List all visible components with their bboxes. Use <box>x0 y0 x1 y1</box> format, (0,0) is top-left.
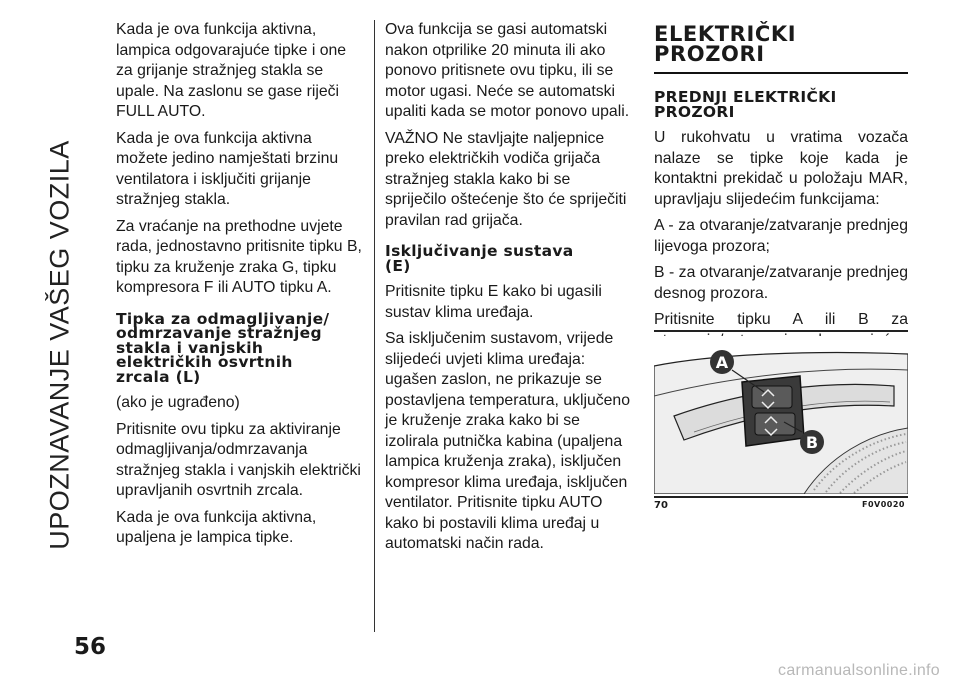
heading-line: PROZORI <box>654 42 765 66</box>
window-switch-figure <box>654 330 908 511</box>
column-divider <box>374 20 375 632</box>
system-off-heading <box>385 244 635 273</box>
heading-line: odmrzavanje stražnjeg <box>116 324 322 342</box>
figure-bottom-rule <box>654 496 908 498</box>
paragraph: Pritisnite tipku E kako bi ugasili sustav klima uređaja. <box>385 283 602 321</box>
callout-b-label: B <box>805 433 819 452</box>
paragraph: A - za otvaranje/zatvaranje prednjeg lijevoga prozora; <box>654 217 908 255</box>
front-windows-heading <box>654 90 908 119</box>
figure-code: F0V0020 <box>862 500 905 509</box>
door-panel-illustration <box>654 336 908 494</box>
window-switch-cluster <box>742 376 804 446</box>
heading-line: stakla i vanjskih <box>116 338 264 357</box>
heading-line: (E) <box>385 256 411 275</box>
text-column-2 <box>385 20 635 561</box>
figure-caption <box>654 500 908 511</box>
heading-line: električkih osvrtnih <box>116 353 293 371</box>
paragraph: Sa isključenim sustavom, vrijede slijedeći uvjeti klima uređaja: ugašen zaslon, ne prikazuje se postavljena temperatura, uključeno je kruženje zraka kako bi se izolirala putnička kabina (upaljena lampica kruženja zraka), isključen kompresor klima uređaja, isključen ventilator. Pritisnite tipku AUTO kako bi postavili klima uređaj u automatski način rada. <box>385 330 630 552</box>
paragraph: Za vraćanje na prethodne uvjete rada, jednostavno pritisnite tipku B, tipku za kruženje zraka G, tipku kompresora F ili AUTO tipku A. <box>116 217 362 296</box>
heading-line: zrcala (L) <box>116 367 201 386</box>
paragraph: Kada je ova funkcija aktivna, upaljena je lampica tipke. <box>116 508 317 546</box>
section-side-title: UPOZNAVANJE VAŠEG VOZILA <box>44 140 75 550</box>
callout-a-label: A <box>715 353 729 372</box>
paragraph: Pritisnite ovu tipku za aktiviranje odmagljivanja/odmrzavanja stražnjeg stakla i vanjskih električki upravljanih osvrtnih zrcala. <box>116 420 361 499</box>
figure-number: 70 <box>654 500 668 511</box>
heading-line: Isključivanje sustava <box>385 242 574 260</box>
section-title <box>654 24 908 64</box>
paragraph: U rukohvatu u vratima vozača nalaze se tipke koje kada je kontaktni prekidač u položaju MAR, upravljaju slijedećim funkcijama: <box>654 129 908 208</box>
heading-line: PREDNJI ELEKTRIČKI <box>654 88 837 106</box>
heading-line: ELEKTRIČKI <box>654 22 797 46</box>
paragraph: (ako je ugrađeno) <box>116 394 240 411</box>
figure-top-rule <box>654 330 908 332</box>
rear-defrost-heading <box>116 309 366 386</box>
paragraph: B - za otvaranje/zatvaranje prednjeg desnog prozora. <box>654 264 908 302</box>
paragraph: Ova funkcija se gasi automatski nakon otprilike 20 minuta ili ako ponovo pritisnete ovu tipku, ili se motor ugasi. Neće se automatski upaliti kada se motor ponovo upali. <box>385 21 630 120</box>
watermark: carmanualsonline.info <box>778 662 940 679</box>
text-column-1 <box>116 20 366 555</box>
paragraph: Kada je ova funkcija aktivna, lampica odgovarajuće tipke i one za grijanje stražnjeg stakla se upale. Na zaslonu se gase riječi FULL AUTO. <box>116 21 347 120</box>
section-title-rule <box>654 72 908 74</box>
paragraph: Pritisnite tipku A ili B za <box>654 311 908 328</box>
warning-paragraph: VAŽNO Ne stavljajte naljepnice preko električkih vodiča grijača stražnjeg stakla kako bi se spriječilo oštećenje što će spriječiti pravilan rad grijača. <box>385 129 627 229</box>
heading-line: Tipka za odmagljivanje/ <box>116 309 330 328</box>
text-column-3 <box>654 20 908 378</box>
paragraph: Kada je ova funkcija aktivna možete jedino namještati brzinu ventilatora i isključiti grijanje stražnjeg stakla. <box>116 129 339 208</box>
page-number: 56 <box>74 634 107 660</box>
heading-line: PROZORI <box>654 102 735 121</box>
